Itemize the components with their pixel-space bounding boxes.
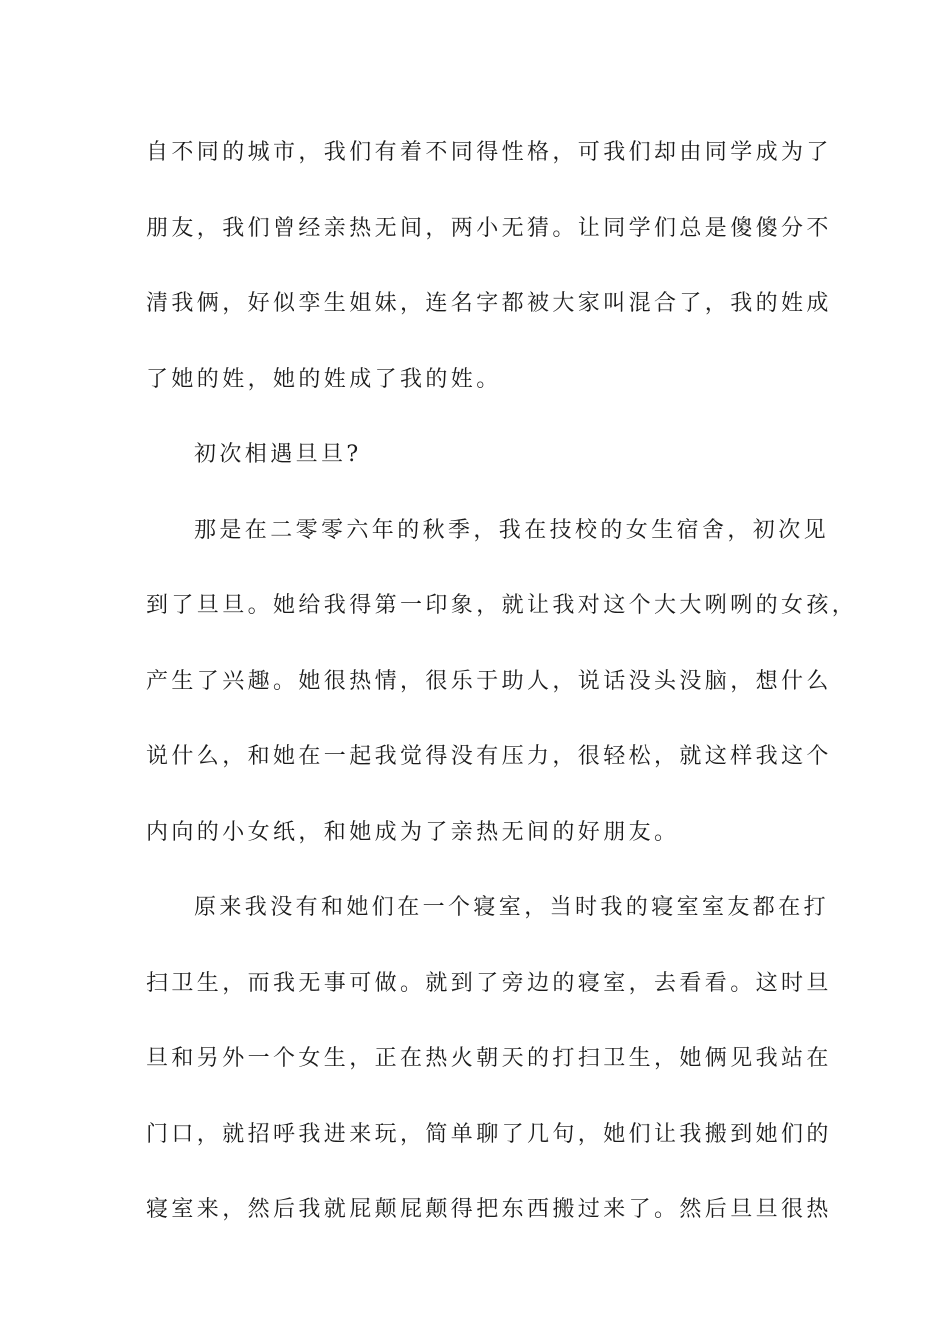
paragraph-line: 旦和另外一个女生，正在热火朝天的打扫卫生，她俩见我站在 — [146, 1046, 832, 1071]
paragraph-line: 那是在二零零六年的秋季，我在技校的女生宿舍，初次见 — [194, 517, 830, 543]
paragraph-line: 门口，就招呼我进来玩，简单聊了几句，她们让我搬到她们的 — [146, 1121, 832, 1147]
paragraph-line: 扫卫生，而我无事可做。就到了旁边的寝室，去看看。这时旦 — [146, 970, 832, 996]
paragraph-line: 说什么，和她在一起我觉得没有压力，很轻松，就这样我这个 — [146, 744, 832, 769]
paragraph-line: 原来我没有和她们在一个寝室，当时我的寝室室友都在打 — [194, 895, 830, 920]
body-text — [146, 129, 858, 1262]
paragraph-line: 内向的小女纸，和她成为了亲热无间的好朋友。 — [146, 819, 680, 845]
paragraph-line: 自不同的城市，我们有着不同得性格，可我们却由同学成为了 — [146, 140, 832, 165]
paragraph-line: 清我俩，好似孪生姐妹，连名字都被大家叫混合了，我的姓成 — [146, 291, 832, 316]
paragraph-line: 朋友，我们曾经亲热无间，两小无猜。让同学们总是傻傻分不 — [146, 215, 832, 241]
paragraph-line: 到了旦旦。她给我得第一印象，就让我对这个大大咧咧的女孩， — [146, 593, 858, 618]
section-heading: 初次相遇旦旦? — [194, 442, 362, 467]
paragraph-line: 产生了兴趣。她很热情，很乐于助人，说话没头没脑，想什么 — [146, 668, 832, 694]
paragraph-line: 寝室来，然后我就屁颠屁颠得把东西搬过来了。然后旦旦很热 — [146, 1197, 832, 1222]
paragraph-line: 了她的姓，她的姓成了我的姓。 — [146, 366, 502, 392]
